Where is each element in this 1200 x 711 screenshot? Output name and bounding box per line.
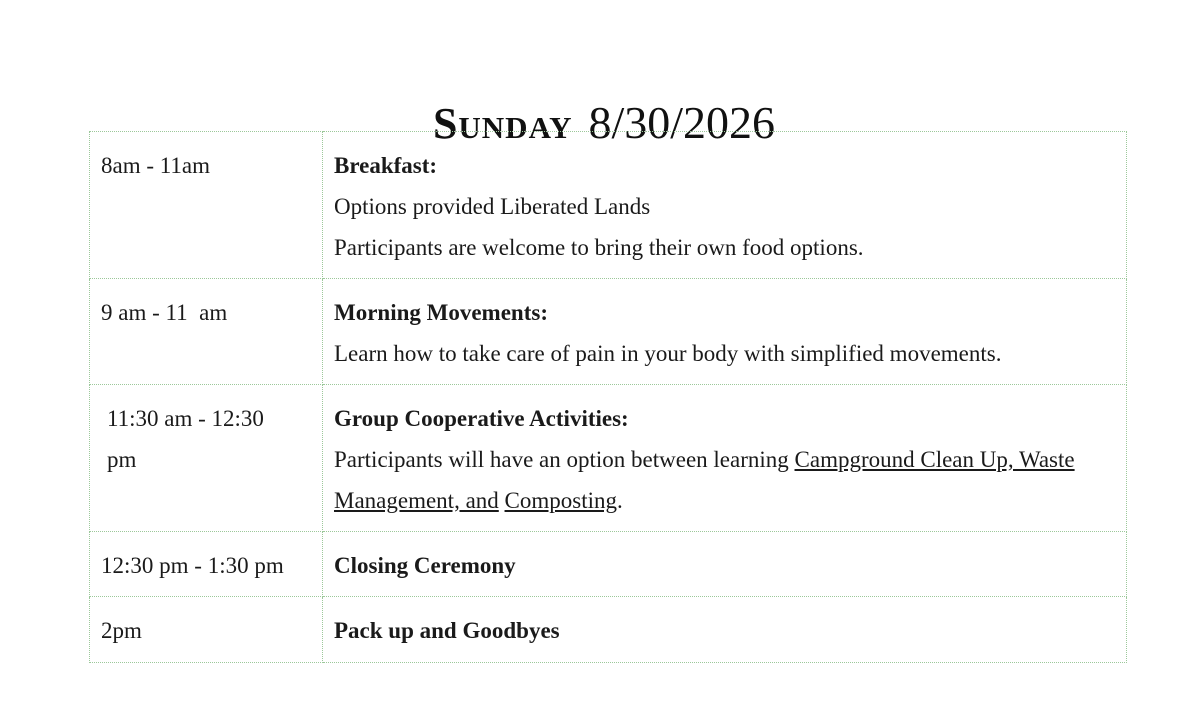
activity-cell (323, 279, 1127, 385)
activity-title: Morning Movements: (334, 300, 548, 325)
time-cell: 11:30 am - 12:30 pm (90, 385, 323, 532)
activity-title: Closing Ceremony (334, 553, 516, 578)
time-cell: 12:30 pm - 1:30 pm (90, 532, 323, 597)
activity-title: Pack up and Goodbyes (334, 618, 560, 643)
activity-description (334, 447, 1075, 513)
activity-cell (323, 132, 1127, 279)
activity-description: Participants are welcome to bring their own food options. (334, 235, 864, 260)
description-text: Participants will have an option between learning (334, 447, 789, 472)
schedule-table (89, 131, 1127, 663)
activity-description: Options provided Liberated Lands (334, 194, 651, 219)
composting-link[interactable]: Composting (504, 488, 617, 513)
table-row (90, 532, 1127, 597)
time-cell: 9 am - 11 am (90, 279, 323, 385)
time-cell: 8am - 11am (90, 132, 323, 279)
day-label: Sunday (432, 98, 573, 148)
table-row (90, 385, 1127, 532)
activity-description: Learn how to take care of pain in your body with simplified movements. (334, 341, 1002, 366)
campground-cleanup-link[interactable]: Campground Clean Up, Waste Management, and (334, 447, 1075, 513)
activity-cell (323, 597, 1127, 663)
table-row (90, 597, 1127, 663)
time-cell: 2pm (90, 597, 323, 663)
table-row (90, 132, 1127, 279)
table-row (90, 279, 1127, 385)
description-punctuation: . (617, 488, 623, 513)
activity-title: Group Cooperative Activities: (334, 406, 629, 431)
activity-cell (323, 532, 1127, 597)
activity-cell (323, 385, 1127, 532)
activity-title: Breakfast: (334, 153, 438, 178)
date-label: 8/30/2026 (588, 96, 776, 148)
